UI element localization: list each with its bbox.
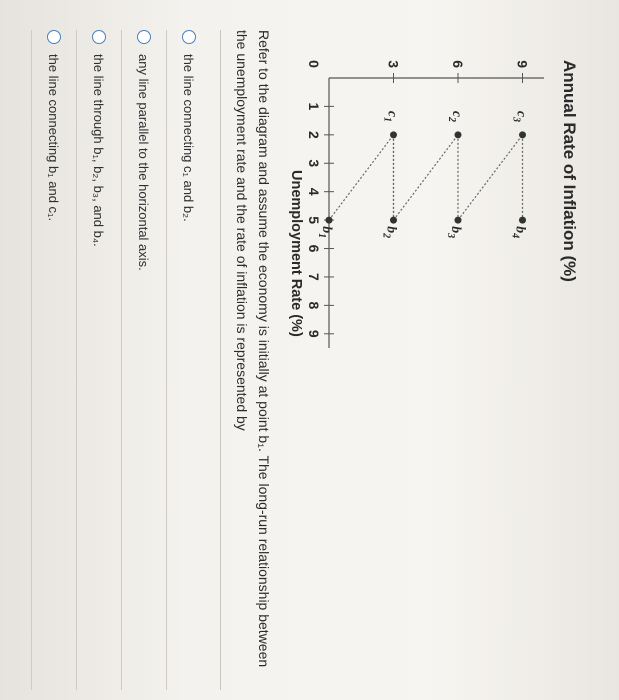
x-tick-label: 2 (306, 130, 322, 139)
y-tick-label: 9 (514, 60, 531, 68)
x-tick-label: 9 (306, 329, 322, 338)
point-label-c2: $c_2$ (446, 110, 464, 123)
y-tick-label: 6 (450, 60, 466, 68)
answer-options (31, 30, 211, 690)
x-tick-label: 8 (306, 301, 322, 310)
option-label: the line connecting c₁ and b₂. (181, 54, 197, 222)
y-tick-label: 3 (385, 60, 402, 68)
dotted-connector-line (458, 135, 523, 220)
point-b1 (326, 217, 333, 224)
option-label: the line through b₁, b₂, b₃, and b₄. (91, 54, 107, 247)
option-2[interactable] (121, 30, 166, 690)
radio-button-icon[interactable] (137, 30, 151, 44)
option-1[interactable] (166, 30, 211, 690)
chart-panel (279, 30, 579, 370)
x-tick-label: 7 (306, 273, 322, 281)
point-b3 (455, 217, 462, 224)
option-3[interactable] (76, 30, 121, 690)
point-b2 (390, 217, 397, 224)
y-axis-title: Annual Rate of Inflation (%) (560, 60, 579, 282)
phillips-curve-chart (279, 30, 579, 370)
radio-button-icon[interactable] (182, 30, 196, 44)
option-4[interactable] (31, 30, 76, 690)
point-label-c1: $c_1$ (381, 110, 400, 123)
divider (220, 30, 221, 690)
point-label-b4: $b_4$ (509, 226, 528, 239)
x-axis-title: Unemployment Rate (%) (288, 170, 304, 337)
x-tick-label: 4 (306, 187, 322, 196)
point-label-c3: $c_3$ (510, 110, 529, 123)
radio-button-icon[interactable] (92, 30, 106, 44)
x-tick-label: 6 (306, 244, 322, 253)
point-b4 (519, 217, 526, 224)
point-label-b2: $b_2$ (380, 226, 399, 239)
point-c2 (455, 131, 462, 138)
dotted-connector-line (394, 135, 459, 220)
dotted-connector-line (329, 135, 394, 220)
point-c1 (390, 131, 397, 138)
point-c3 (519, 131, 526, 138)
option-label: any line parallel to the horizontal axis. (136, 54, 152, 271)
point-label-b3: $b_3$ (445, 226, 463, 239)
point-label-b1: $b_1$ (316, 226, 334, 239)
radio-button-icon[interactable] (47, 30, 61, 44)
x-tick-label: 3 (306, 159, 322, 168)
x-tick-label: 1 (306, 102, 322, 111)
x-tick-label: 5 (306, 216, 322, 225)
question-text: Refer to the diagram and assume the economy is initially at point b₁. The long-run relationship between the unemployment rate and the rate of inflation is represented by (234, 30, 272, 668)
option-label: the line connecting b₁ and c₁. (46, 54, 62, 222)
x-tick-label: 0 (306, 60, 322, 68)
